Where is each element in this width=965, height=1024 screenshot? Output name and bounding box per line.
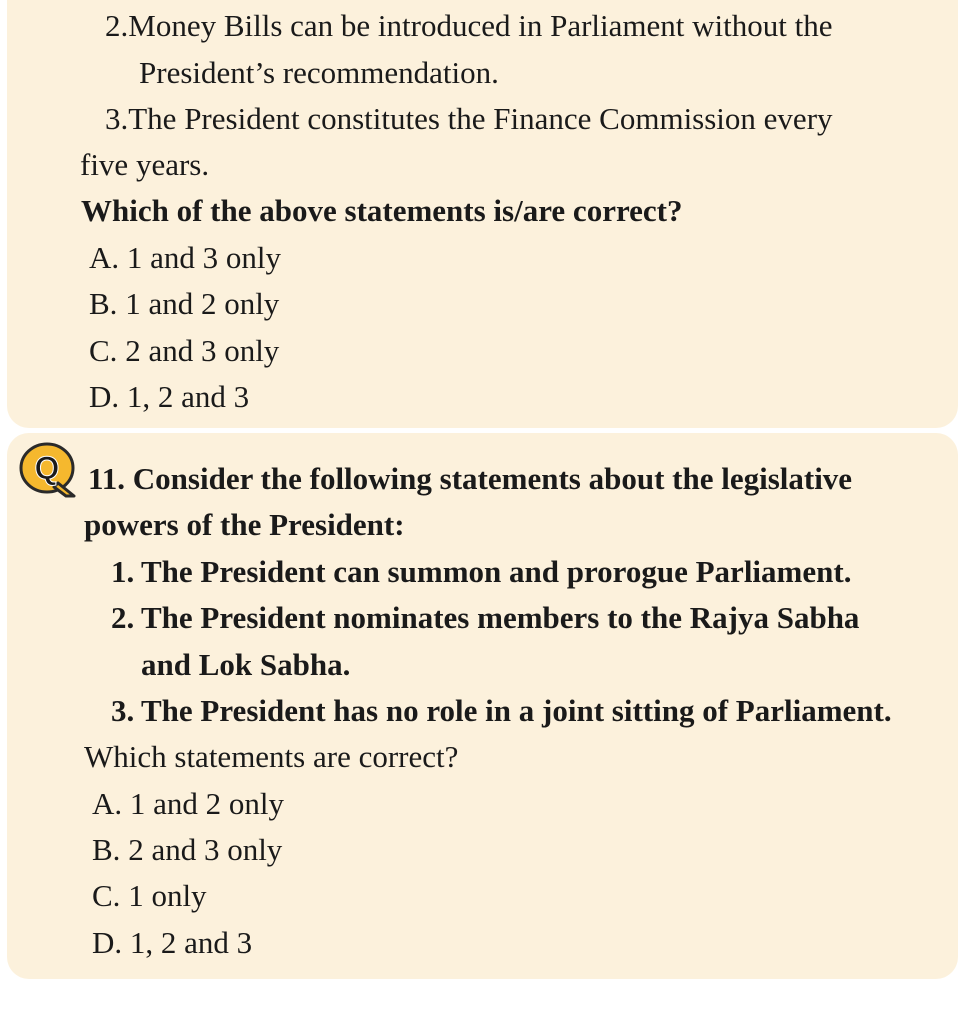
q10-statement-3-text: The President constitutes the Finance Commission every [128,101,833,136]
q11-option-a [92,785,284,823]
q11-option-c-text: 1 only [128,878,207,913]
q11-statement-3-text: The President has no role in a joint sitting of Parliament. [141,693,892,728]
q11-statement-2-text: The President nominates members to the Rajya Sabha [141,600,860,635]
q10-statement-3-line2: five years. [80,147,210,182]
q11-heading-line1: 11. Consider the following statements about the legislative [88,461,853,496]
q10-option-b [89,285,279,323]
q11-statement-1 [111,553,851,591]
q10-option-d-text: 1, 2 and 3 [126,379,250,414]
q11-statement-2-line2: and Lok Sabha. [141,647,351,682]
q11-option-a-label: A. [92,786,123,821]
q10-option-c-text: 2 and 3 only [125,333,280,368]
question-badge-letter: Q [34,450,60,486]
q10-option-c [89,332,279,370]
q10-statement-2-number: 2. [105,8,129,43]
q11-statement-1-number: 1. [111,554,135,589]
q11-heading-line2: powers of the President: [84,507,405,542]
q10-option-a [89,239,281,277]
q10-option-d [89,378,249,416]
q11-statement-3-number: 3. [111,693,135,728]
q11-statement-1-text: The President can summon and prorogue Parliament. [141,554,852,589]
q10-option-a-label: A. [89,240,120,275]
q11-statement-3 [111,692,892,730]
q10-statement-3-number: 3. [105,101,129,136]
q11-option-c [92,877,207,915]
q10-statement-2-text: Money Bills can be introduced in Parliament without the [128,8,833,43]
q11-option-b-label: B. [92,832,121,867]
q11-option-b [92,831,282,869]
q10-statement-3-line1 [105,100,833,138]
question-badge-icon [16,441,82,499]
q11-option-d [92,924,252,962]
q11-prompt: Which statements are correct? [84,739,459,774]
q11-option-a-text: 1 and 2 only [129,786,285,821]
q11-statement-2-line1 [111,599,859,637]
q10-option-b-text: 1 and 2 only [125,286,280,321]
q10-statement-2-line1 [105,7,833,45]
q10-prompt: Which of the above statements is/are correct? [81,193,683,228]
q10-option-b-label: B. [89,286,118,321]
q10-option-a-text: 1 and 3 only [126,240,282,275]
q10-statement-2-line2: President’s recommendation. [139,55,499,90]
q11-option-d-text: 1, 2 and 3 [129,925,253,960]
q11-option-c-label: C. [92,878,121,913]
q10-option-d-label: D. [89,379,120,414]
q10-option-c-label: C. [89,333,118,368]
q11-statement-2-number: 2. [111,600,135,635]
q11-option-d-label: D. [92,925,123,960]
q11-option-b-text: 2 and 3 only [128,832,283,867]
